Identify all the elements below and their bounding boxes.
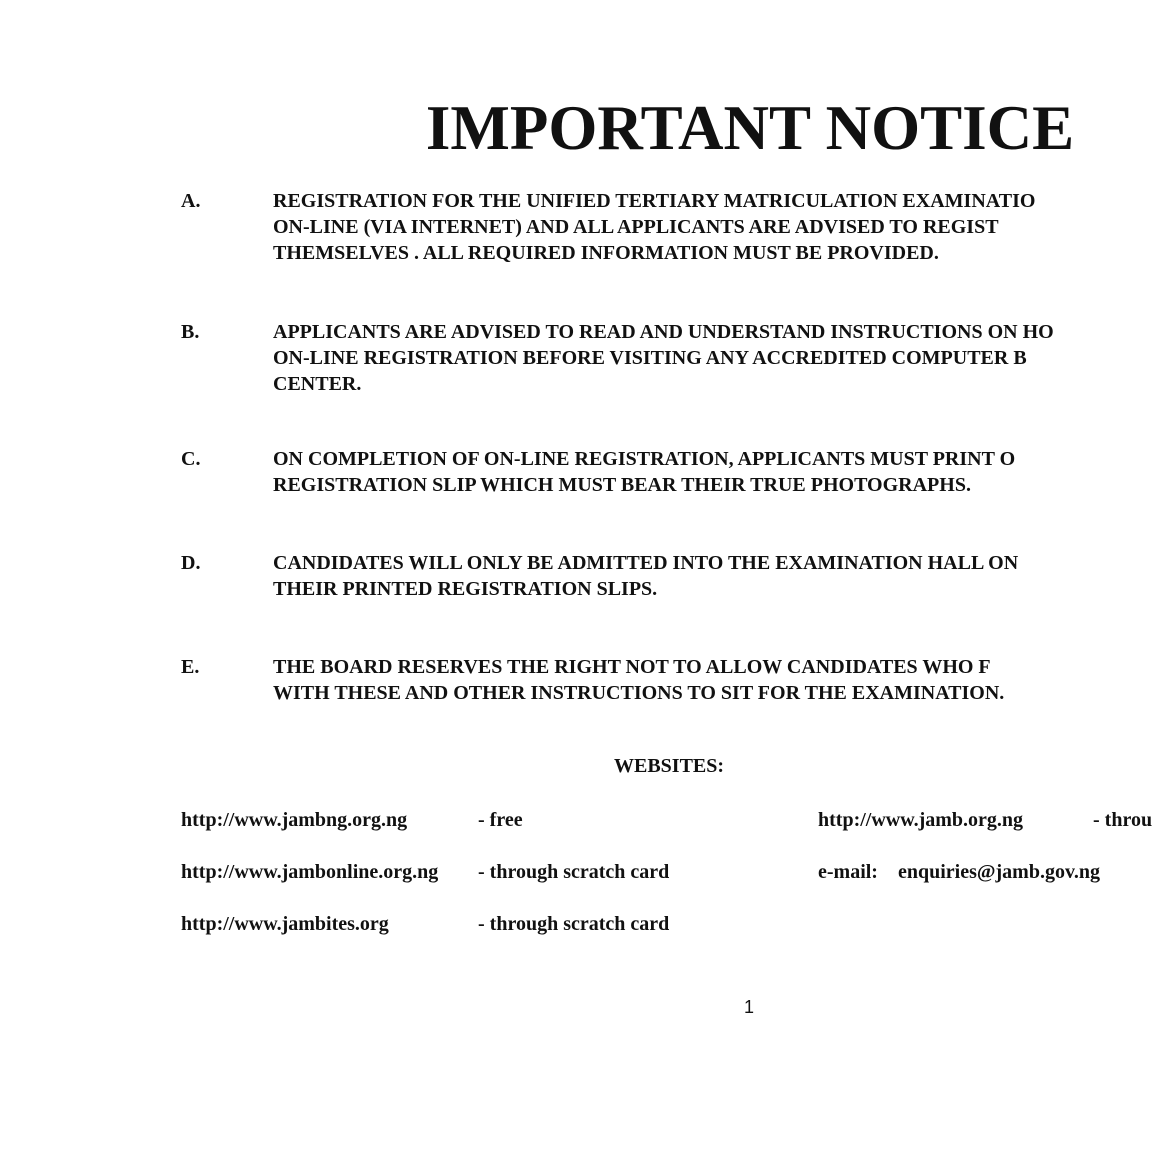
item-letter: C. [181, 448, 201, 470]
item-line: ON-LINE (VIA INTERNET) AND ALL APPLICANTS ARE ADVISED TO REGIST [273, 216, 999, 238]
website-link-jambng[interactable]: http://www.jambng.org.ng [181, 809, 408, 831]
website-desc: - through scratch card [478, 861, 670, 883]
item-line: REGISTRATION FOR THE UNIFIED TERTIARY MATRICULATION EXAMINATIO [273, 190, 1036, 212]
item-line: ON-LINE REGISTRATION BEFORE VISITING ANY ACCREDITED COMPUTER B [273, 347, 1027, 369]
item-line: REGISTRATION SLIP WHICH MUST BEAR THEIR TRUE PHOTOGRAPHS. [273, 474, 971, 496]
item-line: ON COMPLETION OF ON-LINE REGISTRATION, APPLICANTS MUST PRINT O [273, 448, 1016, 470]
item-line: THEMSELVES . ALL REQUIRED INFORMATION MUST BE PROVIDED. [273, 242, 939, 264]
website-link-jamb[interactable]: http://www.jamb.org.ng [818, 809, 1024, 831]
item-line: APPLICANTS ARE ADVISED TO READ AND UNDERSTAND INSTRUCTIONS ON HO [273, 321, 1054, 343]
item-line: THEIR PRINTED REGISTRATION SLIPS. [273, 578, 658, 600]
website-desc: - free [478, 809, 523, 831]
item-line: THE BOARD RESERVES THE RIGHT NOT TO ALLOW CANDIDATES WHO F [273, 656, 991, 678]
item-line: CENTER. [273, 373, 362, 395]
email-label: e-mail: [818, 861, 878, 883]
item-letter: D. [181, 552, 201, 574]
websites-heading: WEBSITES: [614, 755, 725, 777]
notice-title: IMPORTANT NOTICE [425, 93, 1075, 163]
page-number: 1 [744, 997, 755, 1017]
item-line: WITH THESE AND OTHER INSTRUCTIONS TO SIT FOR THE EXAMINATION. [273, 682, 1005, 704]
website-link-jambites[interactable]: http://www.jambites.org [181, 913, 389, 935]
website-link-jambonline[interactable]: http://www.jambonline.org.ng [181, 861, 439, 883]
item-letter: B. [181, 321, 200, 343]
item-letter: E. [181, 656, 200, 678]
website-desc: - through scratch card [478, 913, 670, 935]
email-link[interactable]: enquiries@jamb.gov.ng [898, 861, 1100, 883]
item-letter: A. [181, 190, 201, 212]
website-desc: - throu [1093, 809, 1153, 831]
item-line: CANDIDATES WILL ONLY BE ADMITTED INTO THE EXAMINATION HALL ON [273, 552, 1019, 574]
